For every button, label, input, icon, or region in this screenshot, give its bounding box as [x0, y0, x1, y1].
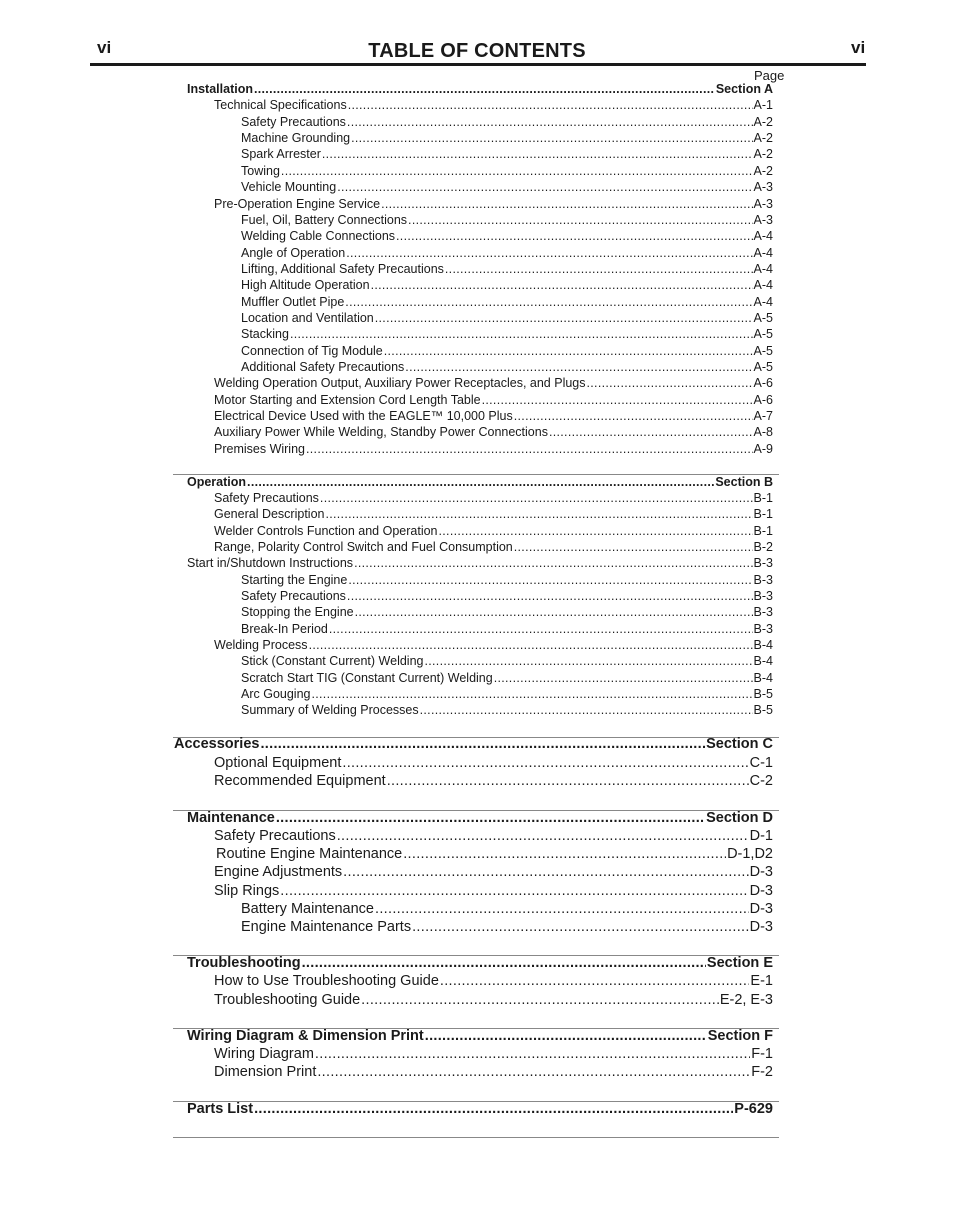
toc-entry-label: Optional Equipment [214, 755, 342, 771]
toc-entry-label: Recommended Equipment [214, 773, 386, 789]
toc-entry[interactable] [241, 704, 773, 717]
toc-entry-page: A-4 [753, 295, 773, 309]
dot-leader [254, 1102, 733, 1117]
dot-leader [403, 847, 726, 862]
dot-leader [302, 956, 706, 971]
toc-entry[interactable] [214, 756, 773, 771]
page-title: TABLE OF CONTENTS [368, 40, 586, 62]
dot-leader [247, 476, 714, 489]
toc-entry-label: Auxiliary Power While Welding, Standby Power Connections [214, 425, 548, 439]
toc-entry[interactable] [214, 377, 773, 390]
toc-entry[interactable] [214, 410, 773, 423]
toc-entry-page: B-4 [753, 638, 773, 652]
toc-entry-label: Machine Grounding [241, 131, 351, 145]
dot-leader [320, 492, 753, 505]
toc-entry-page: P-629 [734, 1101, 773, 1117]
toc-entry-label: Fuel, Oil, Battery Connections [241, 213, 408, 227]
toc-entry-page: A-5 [753, 344, 773, 358]
dot-leader [348, 574, 752, 587]
toc-entry-page: A-9 [753, 442, 773, 456]
dot-leader [440, 974, 750, 989]
toc-entry-label: Motor Starting and Extension Cord Length Table [214, 393, 481, 407]
toc-entry[interactable] [214, 865, 773, 880]
toc-entry-label: Battery Maintenance [241, 901, 374, 917]
dot-leader [280, 884, 748, 899]
dot-leader [425, 1029, 707, 1044]
toc-entry-page: A-5 [753, 327, 773, 341]
toc-entry-page: A-4 [753, 246, 773, 260]
toc-entry[interactable] [241, 296, 773, 309]
toc-entry-label: Engine Maintenance Parts [241, 919, 412, 935]
toc-entry-page: A-2 [753, 131, 773, 145]
toc-entry-page: C-1 [749, 755, 773, 771]
toc-entry[interactable] [214, 426, 773, 439]
toc-entry-page: A-5 [753, 360, 773, 374]
toc-entry[interactable] [241, 345, 773, 358]
toc-entry[interactable] [241, 902, 773, 917]
toc-entry[interactable] [241, 361, 773, 374]
toc-entry-page: A-7 [753, 409, 773, 423]
toc-section-entry[interactable] [187, 476, 773, 489]
toc-entry-label: High Altitude Operation [241, 278, 370, 292]
toc-entry-label: Muffler Outlet Pipe [241, 295, 345, 309]
toc-entry[interactable] [241, 116, 773, 129]
toc-entry-page: Section A [715, 82, 773, 96]
toc-entry-page: A-3 [753, 180, 773, 194]
dot-leader [408, 214, 753, 227]
toc-entry-label: Wiring Diagram & Dimension Print [187, 1028, 424, 1044]
toc-entry-label: Parts List [187, 1101, 254, 1117]
dot-leader [315, 1047, 750, 1062]
toc-entry-label: Spark Arrester [241, 147, 321, 161]
toc-entry-page: D-1,D2 [727, 846, 773, 862]
page-number-left: vi [97, 38, 112, 57]
toc-entry-page: A-1 [753, 98, 773, 112]
dot-leader [514, 541, 753, 554]
toc-entry-page: A-3 [753, 213, 773, 227]
toc-section-entry[interactable] [187, 83, 773, 96]
toc-entry-page: B-3 [753, 589, 773, 603]
toc-entry-label: Installation [187, 82, 253, 96]
toc-entry-page: A-4 [753, 229, 773, 243]
dot-leader [387, 774, 749, 789]
toc-entry-label: Technical Specifications [214, 98, 347, 112]
toc-section-entry[interactable] [187, 956, 773, 971]
toc-entry[interactable] [214, 99, 773, 112]
toc-entry-page: B-2 [753, 540, 773, 554]
toc-entry-label: Operation [187, 475, 247, 489]
toc-entry[interactable] [241, 165, 773, 178]
toc-entry[interactable] [214, 492, 773, 505]
toc-entry[interactable] [214, 508, 773, 521]
dot-leader [337, 829, 749, 844]
dot-leader [347, 116, 753, 129]
dot-leader [375, 902, 749, 917]
toc-entry-page: D-1 [749, 828, 773, 844]
toc-entry-page: D-3 [749, 864, 773, 880]
toc-entry-label: Engine Adjustments [214, 864, 343, 880]
toc-section-entry[interactable] [187, 1029, 773, 1044]
toc-entry[interactable] [214, 394, 773, 407]
toc-entry[interactable] [241, 181, 773, 194]
dot-leader [514, 410, 753, 423]
dot-leader [329, 623, 753, 636]
toc-entry-page: Section F [707, 1028, 773, 1044]
dot-leader [371, 279, 753, 292]
toc-entry[interactable] [241, 263, 773, 276]
toc-section-entry[interactable] [187, 557, 773, 570]
toc-entry[interactable] [241, 574, 773, 587]
toc-entry-label: Maintenance [187, 810, 275, 826]
toc-entry-label: Arc Gouging [241, 687, 311, 701]
toc-entry-page: A-4 [753, 262, 773, 276]
dot-leader [337, 181, 752, 194]
toc-entry-page: C-2 [749, 773, 773, 789]
toc-section-entry[interactable] [187, 811, 773, 826]
toc-entry[interactable] [216, 847, 773, 862]
toc-entry-page: Section B [715, 475, 773, 489]
toc-entry[interactable] [214, 993, 773, 1008]
toc-entry[interactable] [214, 884, 773, 899]
section-divider [173, 474, 779, 475]
dot-leader [361, 993, 719, 1008]
dot-leader [346, 247, 752, 260]
dot-leader [342, 756, 748, 771]
toc-entry-page: A-2 [753, 147, 773, 161]
dot-leader [345, 296, 752, 309]
toc-entry-label: Vehicle Mounting [241, 180, 337, 194]
toc-entry-label: Safety Precautions [214, 491, 319, 505]
toc-entry[interactable] [214, 443, 773, 456]
toc-entry-label: Lifting, Additional Safety Precautions [241, 262, 444, 276]
toc-entry-label: Premises Wiring [214, 442, 305, 456]
toc-entry-label: Troubleshooting Guide [214, 992, 361, 1008]
toc-entry[interactable] [241, 672, 773, 685]
dot-leader [290, 328, 753, 341]
dot-leader [439, 525, 753, 538]
toc-entry-label: Range, Polarity Control Switch and Fuel Consumption [214, 540, 513, 554]
toc-entry[interactable] [241, 655, 773, 668]
toc-entry-page: B-3 [753, 605, 773, 619]
page-number-right: vi [851, 38, 866, 57]
toc-entry[interactable] [214, 639, 773, 652]
toc-entry-label: Wiring Diagram [214, 1046, 314, 1062]
toc-entry-page: B-1 [753, 524, 773, 538]
toc-entry-label: Slip Rings [214, 883, 280, 899]
toc-entry[interactable] [214, 774, 773, 789]
toc-entry-page: A-4 [753, 278, 773, 292]
toc-entry-page: B-4 [753, 654, 773, 668]
toc-entry-page: A-2 [753, 115, 773, 129]
toc-entry-label: Towing [241, 164, 280, 178]
toc-entry-label: Welding Operation Output, Auxiliary Power Receptacles, and Plugs [214, 376, 586, 390]
toc-entry[interactable] [241, 623, 773, 636]
toc-entry-page: A-6 [753, 376, 773, 390]
toc-entry-page: A-5 [753, 311, 773, 325]
toc-entry[interactable] [241, 148, 773, 161]
toc-entry[interactable] [214, 1065, 773, 1080]
toc-entry-page: B-1 [753, 507, 773, 521]
toc-entry[interactable] [214, 1047, 773, 1062]
dot-leader [254, 83, 715, 96]
toc-entry[interactable] [214, 198, 773, 211]
toc-entry-label: Pre-Operation Engine Service [214, 197, 381, 211]
dot-leader [396, 230, 753, 243]
toc-entry-label: How to Use Troubleshooting Guide [214, 973, 439, 989]
dot-leader [381, 198, 752, 211]
toc-entry-page: A-6 [753, 393, 773, 407]
dot-leader [325, 508, 752, 521]
toc-entry[interactable] [241, 132, 773, 145]
toc-entry[interactable] [241, 920, 773, 935]
dot-leader [420, 704, 753, 717]
toc-entry-page: A-2 [753, 164, 773, 178]
dot-leader [445, 263, 753, 276]
toc-entry-label: Location and Ventilation [241, 311, 374, 325]
toc-entry[interactable] [214, 829, 773, 844]
toc-entry-label: Welding Cable Connections [241, 229, 396, 243]
dot-leader [405, 361, 752, 374]
toc-entry-page: B-1 [753, 491, 773, 505]
dot-leader [309, 639, 753, 652]
toc-entry-page: B-3 [753, 556, 773, 570]
toc-entry-label: Stick (Constant Current) Welding [241, 654, 424, 668]
dot-leader [311, 688, 752, 701]
dot-leader [343, 865, 748, 880]
dot-leader [384, 345, 753, 358]
toc-entry-page: B-4 [753, 671, 773, 685]
dot-leader [351, 132, 752, 145]
dot-leader [347, 590, 753, 603]
toc-entry-page: B-3 [753, 573, 773, 587]
toc-section-entry[interactable] [174, 737, 773, 752]
toc-entry[interactable] [241, 279, 773, 292]
toc-entry-page: F-1 [751, 1046, 773, 1062]
dot-leader [317, 1065, 750, 1080]
dot-leader [375, 312, 753, 325]
toc-entry-label: Electrical Device Used with the EAGLE™ 10,000 Plus [214, 409, 513, 423]
dot-leader [260, 737, 705, 752]
toc-entry-label: Scratch Start TIG (Constant Current) Welding [241, 671, 493, 685]
toc-entry-label: Welder Controls Function and Operation [214, 524, 438, 538]
toc-entry[interactable] [241, 688, 773, 701]
toc-entry-label: Additional Safety Precautions [241, 360, 405, 374]
dot-leader [587, 377, 753, 390]
toc-entry-label: Safety Precautions [241, 589, 346, 603]
toc-entry-page: A-8 [753, 425, 773, 439]
dot-leader [322, 148, 753, 161]
page-column-header: Page [754, 68, 785, 83]
toc-entry-page: B-5 [753, 703, 773, 717]
dot-leader [355, 606, 753, 619]
toc-entry-label: Summary of Welding Processes [241, 703, 419, 717]
dot-leader [281, 165, 753, 178]
toc-entry-page: D-3 [749, 901, 773, 917]
section-divider [173, 1137, 779, 1138]
toc-entry[interactable] [241, 328, 773, 341]
toc-entry-label: Safety Precautions [241, 115, 346, 129]
toc-entry-label: Welding Process [214, 638, 308, 652]
dot-leader [549, 426, 753, 439]
toc-section-entry[interactable] [187, 1102, 773, 1117]
toc-entry[interactable] [241, 590, 773, 603]
toc-entry-page: Section D [706, 810, 773, 826]
toc-entry-label: Starting the Engine [241, 573, 348, 587]
toc-entry-page: D-3 [749, 883, 773, 899]
toc-entry-page: Section C [706, 736, 773, 752]
toc-entry[interactable] [214, 974, 773, 989]
toc-entry-label: Routine Engine Maintenance [216, 846, 403, 862]
dot-leader [412, 920, 749, 935]
toc-entry-label: Accessories [174, 736, 260, 752]
dot-leader [482, 394, 753, 407]
toc-entry[interactable] [214, 541, 773, 554]
toc-entry-label: Dimension Print [214, 1064, 317, 1080]
toc-entry-label: Break-In Period [241, 622, 328, 636]
dot-leader [424, 655, 752, 668]
toc-entry[interactable] [241, 312, 773, 325]
toc-entry-page: D-3 [749, 919, 773, 935]
toc-entry[interactable] [241, 606, 773, 619]
toc-entry[interactable] [241, 214, 773, 227]
dot-leader [354, 557, 752, 570]
toc-entry[interactable] [241, 230, 773, 243]
toc-entry-page: B-3 [753, 622, 773, 636]
toc-entry-page: E-2, E-3 [719, 992, 773, 1008]
toc-entry-page: B-5 [753, 687, 773, 701]
toc-entry-page: A-3 [753, 197, 773, 211]
toc-entry-label: Start in/Shutdown Instructions [187, 556, 354, 570]
dot-leader [348, 99, 753, 112]
dot-leader [276, 811, 705, 826]
toc-entry[interactable] [241, 247, 773, 260]
toc-entry-label: Angle of Operation [241, 246, 346, 260]
toc-entry-label: Stacking [241, 327, 289, 341]
toc-entry-page: Section E [706, 955, 773, 971]
toc-entry-label: General Description [214, 507, 325, 521]
toc-entry-label: Stopping the Engine [241, 605, 354, 619]
toc-entry-page: F-2 [751, 1064, 773, 1080]
toc-entry-label: Connection of Tig Module [241, 344, 383, 358]
dot-leader [306, 443, 753, 456]
toc-entry[interactable] [214, 525, 773, 538]
toc-entry-label: Troubleshooting [187, 955, 301, 971]
toc-entry-page: E-1 [750, 973, 773, 989]
dot-leader [494, 672, 753, 685]
toc-entry-label: Safety Precautions [214, 828, 336, 844]
